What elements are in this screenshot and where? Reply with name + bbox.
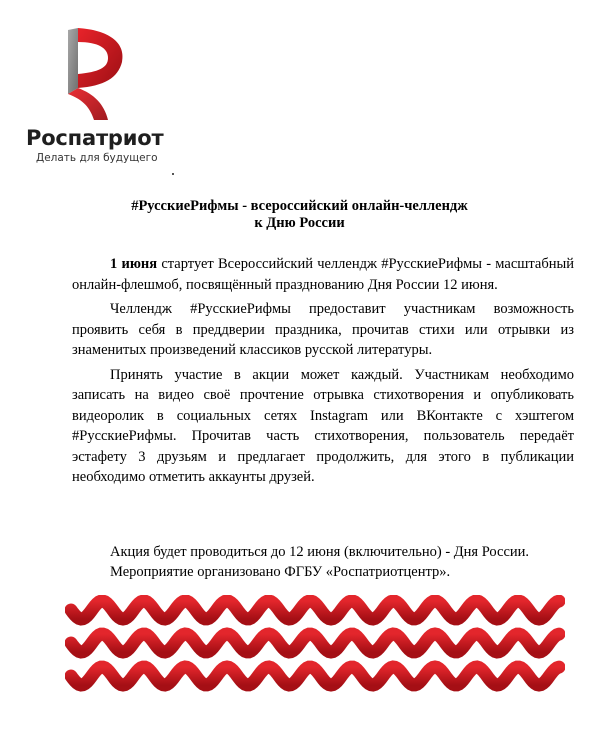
paragraph-1-text: стартует Всероссийский челлендж #РусскиеРифмы - масштабный онлайн-флешмоб, посвящённый празднованию Дня России 12 июня. [72, 256, 575, 293]
stray-dot [172, 173, 174, 175]
wave-line-1 [71, 601, 559, 619]
paragraph-1 [72, 254, 574, 295]
body-text [72, 254, 574, 492]
rospatriot-logo-mark [64, 28, 128, 120]
paragraph-3: Принять участие в акции может каждый. Участникам необходимо записать на видео своё прочтение отрывка стихотворения и опубликовать видеоролик в социальных сетях Instagram или ВКонтакте с хэштегом #РусскиеРифмы. Прочитав часть стихотворения, пользователь передаёт эстафету 3 друзьям и предлагает продолжить, для этого в публикации необходимо отметить аккаунты друзей. [72, 366, 574, 485]
closing-line-2: Мероприятие организовано ФГБУ «Роспатриотцентр». [110, 564, 451, 580]
brand-name: Роспатриот [26, 126, 164, 150]
page-title [0, 198, 599, 232]
logo [26, 28, 176, 168]
paragraph-2: Челлендж #РусскиеРифмы предоставит участникам возможность проявить себя в преддверии праздника, прочитав стихи или отрывки из знаменитых произведений классиков русской литературы. [72, 301, 574, 358]
wave-ornament [65, 595, 565, 705]
title-line-2: к Дню России [254, 215, 345, 231]
closing-text [110, 542, 529, 582]
closing-line-1: Акция будет проводиться до 12 июня (включительно) - Дня России. [110, 544, 530, 560]
wave-line-2 [71, 634, 559, 652]
paragraph-1-date: 1 июня [110, 256, 158, 272]
title-line-1: #РусскиеРифмы - всероссийский онлайн-челлендж [131, 198, 468, 214]
brand-tagline: Делать для будущего [36, 152, 158, 164]
wave-line-3 [71, 667, 559, 685]
